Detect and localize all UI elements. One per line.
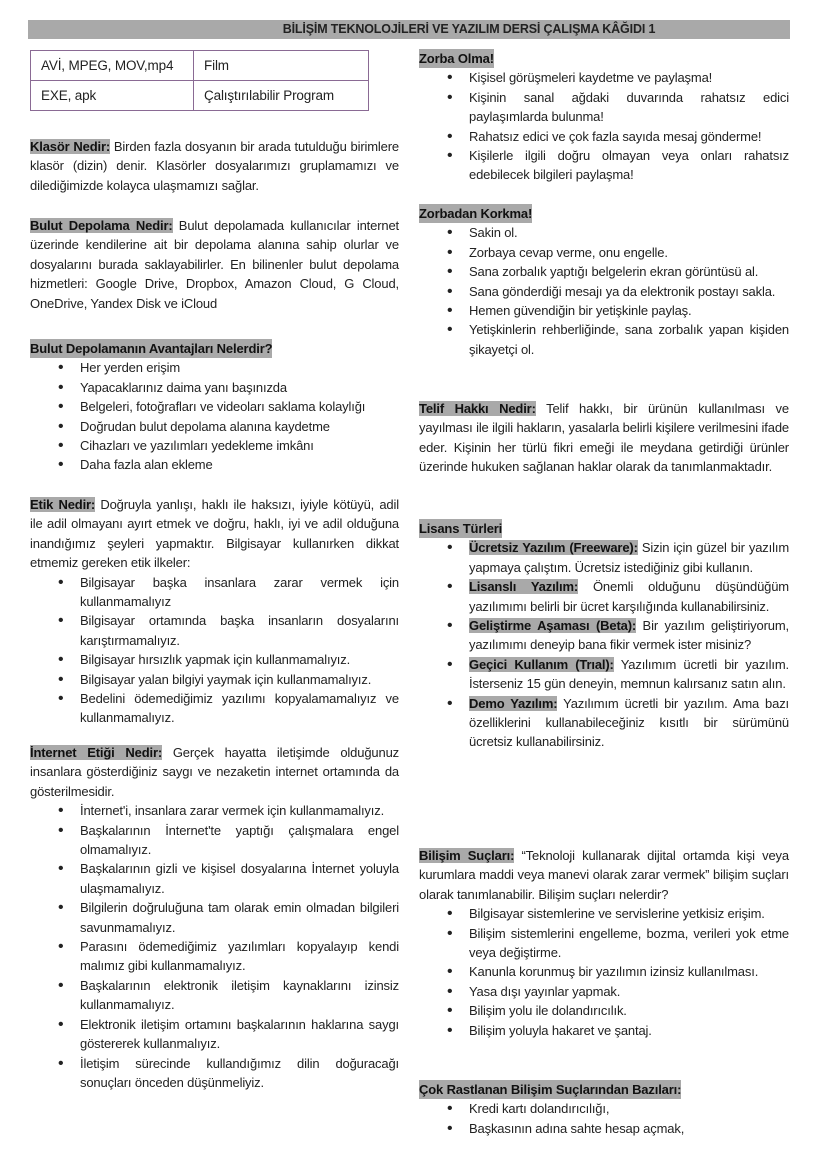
internet-section bbox=[30, 743, 399, 1092]
table-cell: Çalıştırılabilir Program bbox=[194, 81, 369, 111]
list-item: • Bilgisayar başka insanlara zarar vermek için kullanmamalıyız bbox=[30, 573, 399, 612]
list-item: • Bilgisayar sistemlerine ve servislerine yetkisiz erişim. bbox=[419, 904, 789, 923]
list-item: • Kanunla korunmuş bir yazılımın izinsiz kullanılması. bbox=[419, 962, 789, 981]
list-item: • Bilgisayar yalan bilgiyi yaymak için kullanmamalıyız. bbox=[30, 670, 399, 689]
list-item: • Belgeleri, fotoğrafları ve videoları saklama kolaylığı bbox=[30, 397, 399, 416]
list-item: • Sana gönderdiği mesajı ya da elektronik postayı sakla. bbox=[419, 282, 789, 301]
suclar-text: “Teknoloji kullanarak dijital ortamda kişi veya kurumlara maddi veya manevi olarak zarar vermek” bilişim suçları olarak tanımlanabilir. Bilişim suçları nelerdir? bbox=[419, 848, 789, 902]
table-cell: EXE, apk bbox=[31, 81, 194, 111]
list-item: • Daha fazla alan ekleme bbox=[30, 455, 399, 474]
telif-text: Telif hakkı, bir ürünün kullanılması ve yayılması ile ilgili hakların, yasalarla belirli kişilere verilmesini ifade eder. Kişinin her türlü fikri emeği ile meydana getirdiği ürünler üzerinde hukuken sağlanan haklar olarak da tanımlanmaktadır. bbox=[419, 401, 789, 475]
list-item: • Yasa dışı yayınlar yapmak. bbox=[419, 982, 789, 1001]
list-item: • Her yerden erişim bbox=[30, 358, 399, 377]
etik-list bbox=[30, 573, 399, 728]
list-item bbox=[419, 577, 789, 616]
table-row bbox=[31, 81, 369, 111]
item-label: Ücretsiz Yazılım (Freeware): bbox=[469, 540, 638, 556]
list-item: • Bilişim sistemlerini engelleme, bozma, verileri yok etme veya değiştirme. bbox=[419, 924, 789, 963]
item-text: Yazılımım ücretli bir yazılım. Ama bazı özelliklerini kullanabileceğiniz kısıtlı bir sürümünü ücretsiz kullanabilirsiniz. bbox=[469, 695, 790, 750]
klasor-label: Klasör Nedir: bbox=[30, 139, 111, 154]
lisans-list bbox=[419, 538, 789, 751]
list-item: • Hemen güvendiğin bir yetişkinle paylaş. bbox=[419, 301, 789, 320]
telif-section bbox=[419, 399, 789, 477]
list-item: • Bilgisayar hırsızlık yapmak için kullanmamalıyız. bbox=[30, 650, 399, 669]
suclar-section bbox=[419, 846, 789, 1040]
table-row bbox=[31, 51, 369, 81]
cok-section bbox=[419, 1080, 789, 1138]
list-item: • Zorbaya cevap verme, onu engelle. bbox=[419, 243, 789, 262]
list-item bbox=[419, 694, 789, 752]
etik-label: Etik Nedir: bbox=[30, 497, 96, 512]
list-item: • Kişilerle ilgili doğru olmayan veya onları rahatsız edebilecek bilgileri paylaşma! bbox=[419, 146, 789, 185]
list-item: • Elektronik iletişim ortamını başkalarının haklarına saygı göstererek kullanmalıyız. bbox=[30, 1015, 399, 1054]
korkma-section bbox=[419, 204, 789, 359]
zorba-section bbox=[419, 49, 789, 185]
etik-text: Doğruyla yanlışı, haklı ile haksızı, iyiyle kötüyü, adil ile adil olmayanı ayırt etmek ve doğru, haklı, iyi ve adil olduğuna inandığımız şeyleri yapmaktır. Bilgisayar kullanırken dikkat etmemiz gereken etik ilkeler: bbox=[30, 497, 399, 571]
bulut-label: Bulut Depolama Nedir: bbox=[30, 218, 173, 233]
bulut-text: Bulut depolamada kullanıcılar internet üzerinde kendilerine ait bir depolama alanına sahip olurlar ve dosyalarını burada saklayabilirler. En bilinenler bulut depolama hizmetleri: Google Drive, Dropbox, Amazon Cloud, G Cloud, OneDrive, Yandex Disk ve iCloud bbox=[30, 218, 399, 311]
list-item: • Başkalarının elektronik iletişim kaynaklarını izinsiz kullanmamalıyız. bbox=[30, 976, 399, 1015]
list-item: • Başkalarının gizli ve kişisel dosyalarına İnternet yoluyla ulaşmamalıyız. bbox=[30, 859, 399, 898]
cok-heading: Çok Rastlanan Bilişim Suçlarından Bazıları: bbox=[419, 1080, 681, 1099]
list-item bbox=[419, 655, 789, 694]
cok-list bbox=[419, 1099, 789, 1138]
item-text: Bir yazılım geliştiriyorum, yazılımımı deneyip bana fikir vermek ister misiniz? bbox=[469, 618, 789, 653]
zorba-heading: Zorba Olma! bbox=[419, 49, 494, 68]
zorba-list bbox=[419, 68, 789, 184]
telif-label: Telif Hakkı Nedir: bbox=[419, 401, 536, 416]
klasor-text: Birden fazla dosyanın bir arada tutulduğu birimlere klasör (dizin) denir. Klasörler dosyalarımızı gruplamamızı ve dilediğimizde kolayca ulaşmamızı sağlar. bbox=[30, 139, 399, 193]
suclar-label: Bilişim Suçları: bbox=[419, 848, 515, 863]
list-item: • Bilgilerin doğruluğuna tam olarak emin olmadan bilgileri savunmamalıyız. bbox=[30, 898, 399, 937]
klasor-section bbox=[30, 137, 399, 195]
internet-label: İnternet Etiği Nedir: bbox=[30, 745, 163, 760]
korkma-list bbox=[419, 223, 789, 359]
lisans-section bbox=[419, 519, 789, 752]
item-text: Yazılımım ücretli bir yazılım. İsterseniz 15 gün deneyin, memnun kalırsanız satın alın. bbox=[469, 656, 789, 692]
item-label: Geçici Kullanım (Trıal): bbox=[469, 656, 614, 672]
list-item: • Sana zorbalık yaptığı belgelerin ekran görüntüsü al. bbox=[419, 262, 789, 281]
list-item: • Rahatsız edici ve çok fazla sayıda mesaj gönderme! bbox=[419, 127, 789, 146]
internet-text: Gerçek hayatta iletişimde olduğunuz insanlara gösterdiğiniz saygı ve nezaketin internet ortamında da gösterilmesidir. bbox=[30, 745, 400, 799]
list-item: • Başkasının adına sahte hesap açmak, bbox=[419, 1119, 789, 1138]
avantaj-section bbox=[30, 339, 399, 475]
list-item: • Doğrudan bulut depolama alanına kaydetme bbox=[30, 417, 399, 436]
list-item: • Sakin ol. bbox=[419, 223, 789, 242]
list-item bbox=[419, 616, 789, 655]
list-item: • Bilgisayar ortamında başka insanların dosyalarını karıştırmamalıyız. bbox=[30, 611, 399, 650]
list-item: • İletişim sürecinde kullandığımız dilin doğuracağı sonuçları önceden düşünmeliyiz. bbox=[30, 1054, 399, 1093]
list-item: • Bilişim yolu ile dolandırıcılık. bbox=[419, 1001, 789, 1020]
bulut-section bbox=[30, 216, 399, 313]
lisans-heading: Lisans Türleri bbox=[419, 519, 502, 538]
item-label: Lisanslı Yazılım: bbox=[469, 579, 579, 595]
suclar-list bbox=[419, 904, 789, 1040]
list-item: • Yapacaklarınız daima yanı başınızda bbox=[30, 378, 399, 397]
table-cell: Film bbox=[194, 51, 369, 81]
list-item: • Cihazları ve yazılımları yedekleme imkânı bbox=[30, 436, 399, 455]
page-title: BİLİŞİM TEKNOLOJİLERİ VE YAZILIM DERSİ ÇALIŞMA KÂĞIDI 1 bbox=[28, 20, 790, 39]
list-item: • Parasını ödemediğimiz yazılımları kopyalayıp kendi malımız gibi kullanmamalıyız. bbox=[30, 937, 399, 976]
korkma-heading: Zorbadan Korkma! bbox=[419, 204, 532, 223]
file-type-table bbox=[30, 50, 369, 111]
list-item: • Kişisel görüşmeleri kaydetme ve paylaşma! bbox=[419, 68, 789, 87]
avantaj-list bbox=[30, 358, 399, 474]
avantaj-heading: Bulut Depolamanın Avantajları Nelerdir? bbox=[30, 339, 272, 358]
list-item: • Bilişim yoluyla hakaret ve şantaj. bbox=[419, 1021, 789, 1040]
list-item: • İnternet'i, insanlara zarar vermek için kullanmamalıyız. bbox=[30, 801, 399, 820]
table-cell: AVİ, MPEG, MOV,mp4 bbox=[31, 51, 194, 81]
etik-section bbox=[30, 495, 399, 728]
item-label: Demo Yazılım: bbox=[469, 695, 558, 711]
item-text: Sizin için güzel bir yazılım yapmaya çalıştım. Ücretsiz istediğiniz gibi kullanın. bbox=[469, 540, 789, 575]
list-item: • Yetişkinlerin rehberliğinde, sana zorbalık yapan kişiden şikayetçi ol. bbox=[419, 320, 789, 359]
item-text: Önemli olduğunu düşündüğüm yazılımımı belirli bir ücret karşılığında kullanabilirsiniz. bbox=[469, 579, 789, 614]
internet-list bbox=[30, 801, 399, 1092]
list-item bbox=[419, 538, 789, 577]
list-item: • Kredi kartı dolandırıcılığı, bbox=[419, 1099, 789, 1118]
list-item: • Kişinin sanal ağdaki duvarında rahatsız edici paylaşımlarda bulunma! bbox=[419, 88, 789, 127]
item-label: Geliştirme Aşaması (Beta): bbox=[469, 618, 637, 634]
list-item: • Bedelini ödemediğimiz yazılımı kopyalamamalıyız ve kullanmamalıyız. bbox=[30, 689, 399, 728]
list-item: • Başkalarının İnternet'te yaptığı çalışmalara engel olmamalıyız. bbox=[30, 821, 399, 860]
